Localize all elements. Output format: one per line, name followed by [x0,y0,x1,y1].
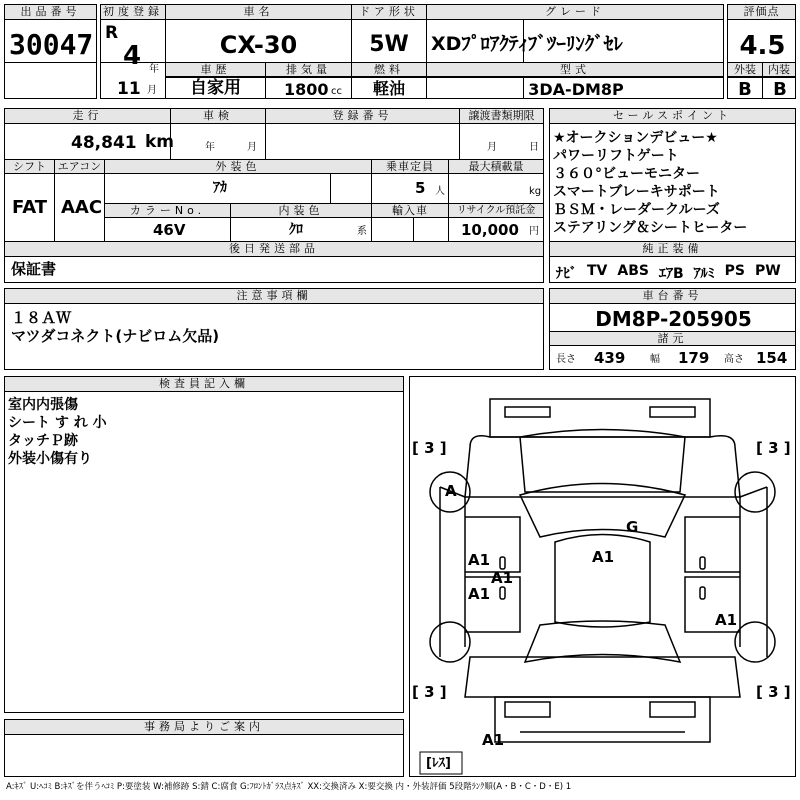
grade-value: XDﾌﾟﾛｱｸﾃｨﾌﾞﾂｰﾘﾝｸﾞｾﾚ [431,33,623,55]
equipment-item: TV [587,263,608,279]
displacement-unit: cc [331,86,342,97]
office-label: 事務局よりご案内 [5,720,403,735]
history-value: 自家用 [190,78,241,98]
equipment-item: PS [724,263,745,279]
year-unit: 年 [149,64,159,75]
color-no-label: カラーNo. [105,204,230,218]
capacity-label: 乗車定員 [372,160,448,174]
damage-mark: A1 [592,548,615,566]
height-label: 高さ [724,354,744,365]
damage-mark: A [445,482,457,500]
note-line: マツダコネクト(ナビロム欠品) [11,327,220,345]
later-parts-value: 保証書 [11,260,57,278]
chassis-number: DM8P-205905 [595,307,752,331]
transfer-day-unit: 日 [529,142,539,153]
equipment-item: ｴｱB [658,266,684,282]
sales-point-item: ＢＳＭ・レーダークルーズ [553,202,720,218]
int-color-value: ｸﾛ [289,222,303,238]
car-name-label: 車名 [166,5,351,20]
width-value: 179 [678,349,710,367]
inspector-label: 検査員記入欄 [5,377,403,392]
sales-point-item: ★オークションデビュー★ [553,130,718,146]
tire-depth-left-front: [ 3 ] [412,439,447,457]
note-line: １８ＡＷ [11,309,72,327]
inspector-line: 室内内張傷 [8,397,78,413]
notes-box [4,288,544,370]
transfer-month-unit: 月 [487,142,497,153]
plate-label: 登録番号 [266,109,459,124]
first-reg-label: 初度登録 [103,5,163,18]
tire-depth-right-rear: [ 3 ] [756,683,791,701]
int-color-unit: 系 [357,226,367,237]
inspector-line: タッチＰ跡 [8,433,78,449]
width-label: 幅 [650,354,660,365]
notes-label: 注意事項欄 [5,289,543,304]
int-color-label: 内装色 [231,204,371,218]
tire-depth-left-rear: [ 3 ] [412,683,447,701]
door-label: ドア形状 [352,5,426,20]
equipment-item: ｱﾙﾐ [693,266,715,282]
exterior-grade: B [738,79,752,100]
damage-mark: G [626,518,639,536]
rest-label: [ﾚｽ] [426,756,451,771]
office-box [4,719,404,777]
inspector-line: 外装小傷有り [8,451,92,467]
equipment-item: PW [755,263,781,279]
details-box [4,108,544,283]
equipment-label: 純正装備 [550,242,795,257]
fuel-value: 軽油 [372,79,405,98]
interior-label: 内装 [763,63,795,77]
damage-mark: A1 [468,585,491,603]
recycle-value: 10,000 [461,221,519,239]
month-unit: 月 [147,85,157,96]
inspection-month-unit: 月 [247,142,257,153]
inspection-year-unit: 年 [205,142,215,153]
tire-depth-right-front: [ 3 ] [756,439,791,457]
sales-point-item: ステアリング＆シートヒーター [553,220,748,236]
inspector-box [4,376,404,713]
history-label: 車歴 [166,63,265,77]
sales-points-label: セールスポイント [550,109,795,124]
damage-mark: A1 [468,551,491,569]
height-value: 154 [756,349,788,367]
inspection-label: 車検 [171,109,265,124]
car-outline [410,377,797,778]
chassis-box [549,288,796,370]
lot-label: 出品番号 [5,5,96,20]
ac-value: AAC [61,197,103,218]
sales-point-item: パワーリフトゲート [553,148,679,164]
score-value: 4.5 [739,31,786,61]
equipment-item: ABS [617,263,649,279]
capacity-value: 5 [415,179,426,197]
score-label: 評価点 [728,5,795,20]
model-label: 型式 [427,63,723,77]
length-label: 長さ [556,354,576,365]
ext-color-value: ｱｶ [213,180,227,196]
era: R [105,23,119,43]
transfer-label: 譲渡書類期限 [460,109,543,124]
color-no-value: 46V [153,221,186,239]
dims-label: 諸元 [550,332,795,346]
recycle-label: リサイクル預託金 [449,204,543,218]
recycle-unit: 円 [529,226,539,237]
chassis-label: 車台番号 [550,289,795,304]
ac-label: エアコン [55,160,104,174]
door-value: 5W [369,32,409,57]
damage-mark: A1 [715,611,738,629]
damage-mark: A1 [491,569,514,587]
capacity-unit: 人 [435,186,445,197]
max-load-unit: kg [529,186,542,197]
lot-box [4,4,97,99]
length-value: 439 [594,349,626,367]
lot-number: 30047 [9,28,94,61]
vehicle-header-box [100,4,724,99]
displacement-value: 1800 [284,80,329,99]
exterior-label: 外装 [728,63,762,77]
damage-mark: A1 [482,731,505,749]
model-value: 3DA-DM8P [528,80,624,99]
mileage-label: 走行 [5,109,170,124]
car-name: CX-30 [219,31,298,59]
damage-diagram [409,376,796,777]
sales-point-item: ３６０°ビューモニター [553,166,700,182]
grade-label: グレード [427,5,723,20]
sales-point-item: スマートブレーキサポート [553,184,720,200]
reg-month: 11 [117,79,141,99]
shift-label: シフト [5,160,54,174]
displacement-label: 排気量 [266,63,351,77]
import-label: 輸入車 [372,204,448,218]
score-box [727,4,796,99]
reg-year: 4 [123,41,142,71]
later-parts-label: 後日発送部品 [5,242,543,257]
shift-value: FAT [12,197,48,218]
fuel-label: 燃料 [352,63,426,77]
legend: A:ｷｽﾞ U:ﾍｺﾐ B:ｷｽﾞを伴うﾍｺﾐ P:要塗装 W:補修跡 S:錆 C:腐食 G:ﾌﾛﾝﾄｶﾞﾗｽ点ｷｽﾞ XX:交換済み X:要交換 内・外装評価 5段階ﾗﾝｸ順(A・B・C・D・E) 1 [6,782,572,792]
mileage-unit: km [145,132,175,152]
equipment-item: ﾅﾋﾞ [556,266,577,282]
sales-points-box [549,108,796,283]
inspector-line: シート す れ 小 [8,415,107,431]
interior-grade: B [773,79,787,100]
max-load-label: 最大積載量 [449,160,543,174]
ext-color-label: 外装色 [105,160,371,174]
mileage-value: 48,841 [71,133,137,153]
